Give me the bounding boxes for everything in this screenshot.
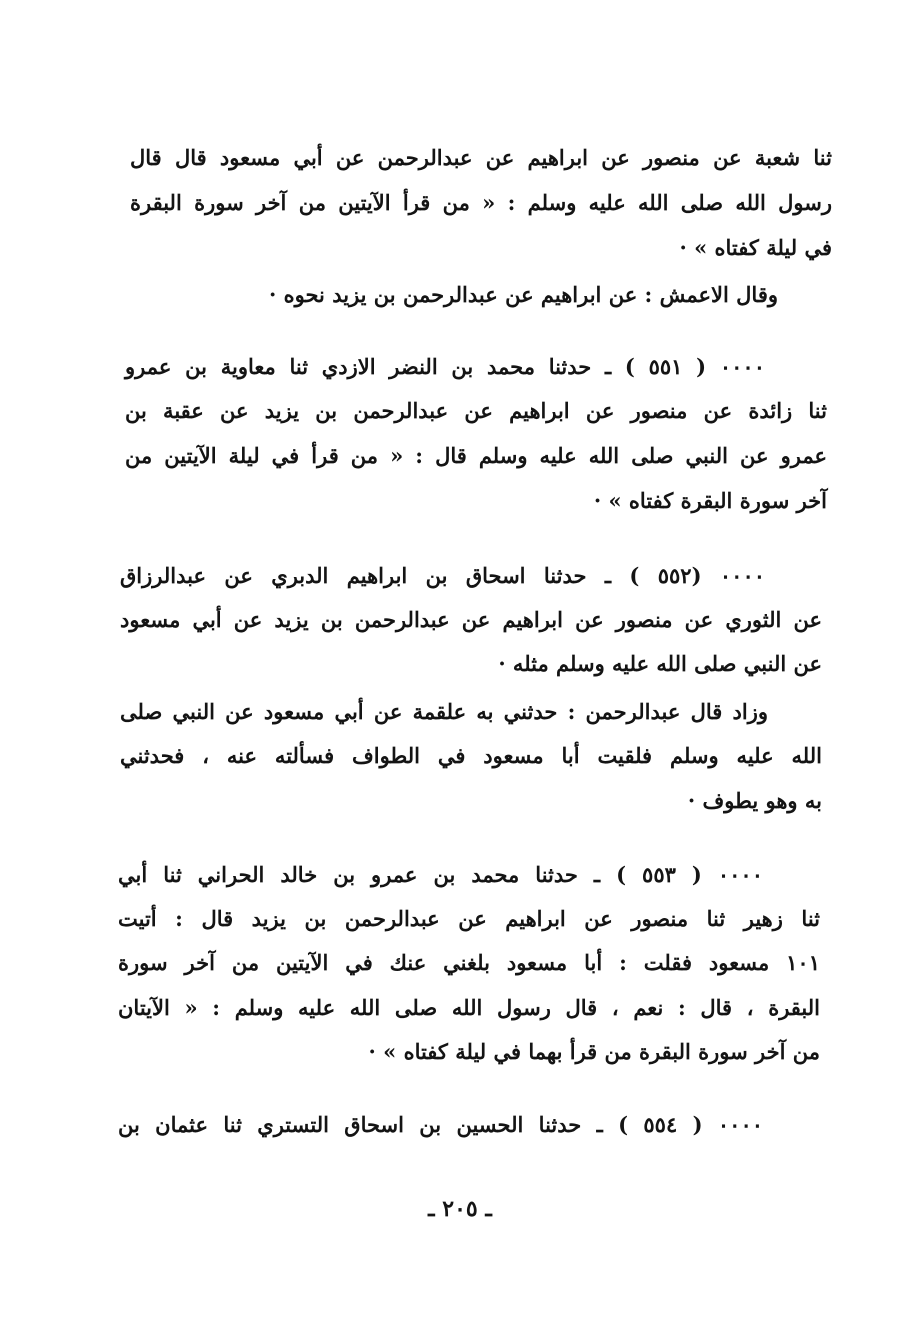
hadith-heading-line: ٠٠٠٠ ( ٥٥٣ ) ـ حدثنا محمد بن عمرو بن خالد الحراني ثنا أبي — [118, 862, 763, 887]
text-line: الله عليه وسلم فلقيت أبا مسعود في الطواف فسألته عنه ، فحدثني — [120, 743, 822, 768]
text-line: به وهو يطوف · — [687, 788, 822, 813]
text-line: عمرو عن النبي صلى الله عليه وسلم قال : « من قرأ في ليلة الآيتين من — [125, 443, 827, 468]
hadith-heading-line: ٠٠٠٠ (٥٥٢ ) ـ حدثنا اسحاق بن ابراهيم الدبري عن عبدالرزاق — [120, 563, 766, 588]
text-line: عن الثوري عن منصور عن ابراهيم عن عبدالرحمن بن يزيد عن أبي مسعود — [120, 607, 822, 632]
text-line: ١٠١ مسعود فقلت : أبا مسعود بلغني عنك في الآيتين من آخر سورة — [118, 950, 820, 975]
text-line: وقال الاعمش : عن ابراهيم عن عبدالرحمن بن يزيد نحوه · — [269, 282, 778, 307]
text-line: من آخر سورة البقرة من قرأ بهما في ليلة كفتاه » · — [368, 1039, 820, 1064]
text-line: رسول الله صلى الله عليه وسلم : « من قرأ الآيتين من آخر سورة البقرة — [130, 190, 832, 215]
text-line: وزاد قال عبدالرحمن : حدثني به علقمة عن أبي مسعود عن النبي صلى — [120, 699, 768, 724]
text-line: آخر سورة البقرة كفتاه » · — [593, 488, 827, 513]
text-line: البقرة ، قال : نعم ، قال رسول الله صلى الله عليه وسلم : « الآيتان — [118, 995, 820, 1020]
text-line: ثنا شعبة عن منصور عن ابراهيم عن عبدالرحمن عن أبي مسعود قال قال — [130, 145, 832, 170]
hadith-heading-line: ٠٠٠٠ ( ٥٥٤ ) ـ حدثنا الحسين بن اسحاق التستري ثنا عثمان بن — [118, 1112, 764, 1137]
page-number: ـ ٢٠٥ ـ — [428, 1196, 492, 1222]
hadith-heading-line: ٠٠٠٠ ( ٥٥١ ) ـ حدثنا محمد بن النضر الازدي ثنا معاوية بن عمرو — [125, 354, 765, 379]
text-line: ثنا زهير ثنا منصور عن ابراهيم عن عبدالرحمن بن يزيد قال : أتيت — [118, 906, 820, 931]
text-line: عن النبي صلى الله عليه وسلم مثله · — [498, 651, 822, 676]
text-line: في ليلة كفتاه » · — [679, 235, 832, 260]
text-line: ثنا زائدة عن منصور عن ابراهيم عن عبدالرحمن بن يزيد عن عقبة بن — [125, 398, 827, 423]
